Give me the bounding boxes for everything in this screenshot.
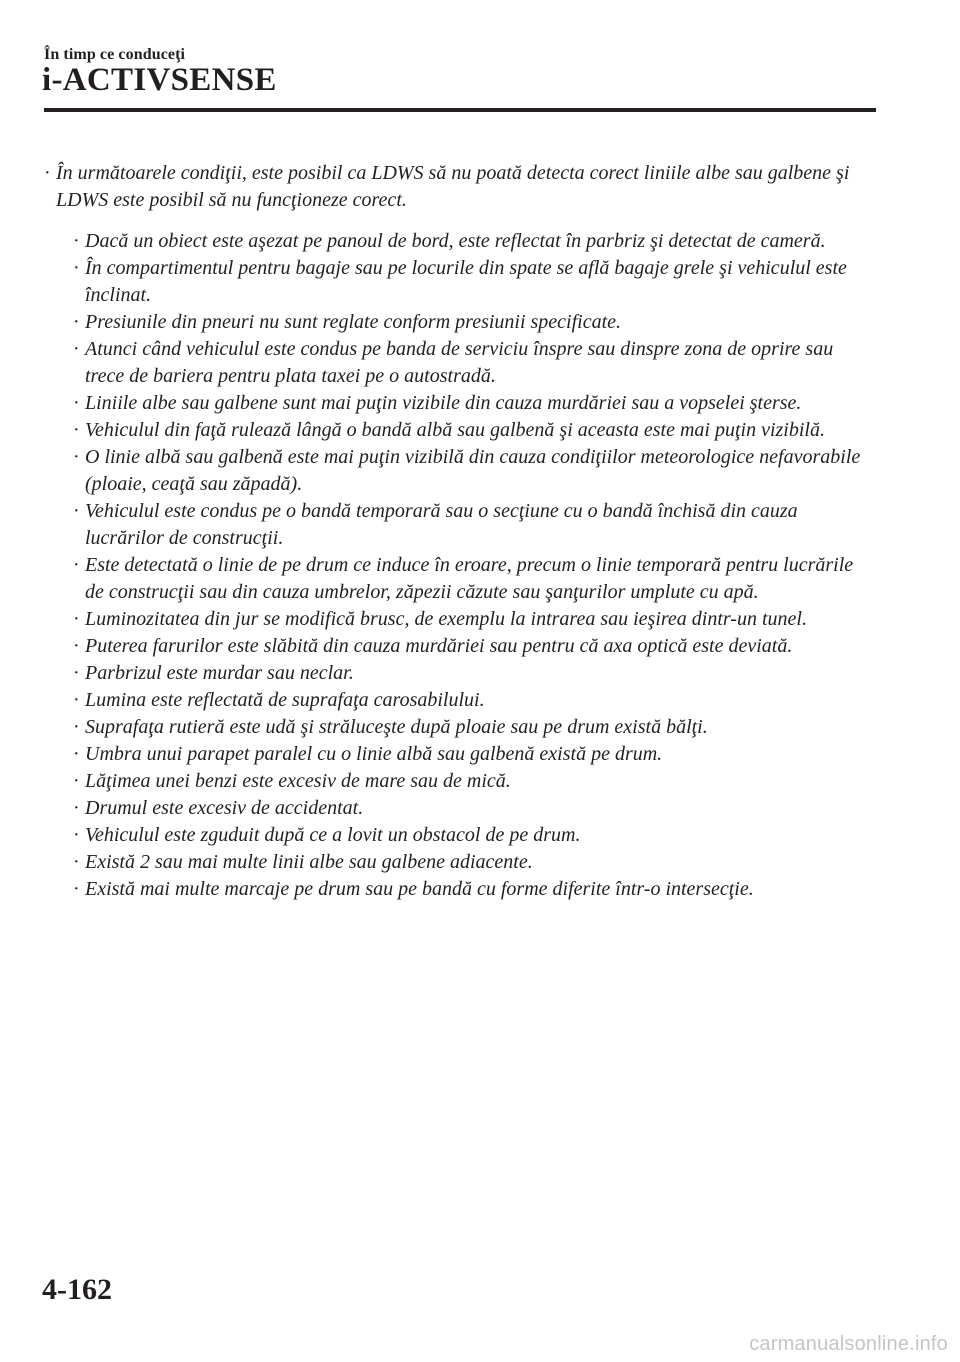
header-divider <box>44 108 876 112</box>
bullet-icon: · <box>73 878 80 900</box>
condition-item <box>73 822 863 849</box>
section-label: În timp ce conduceţi <box>44 46 186 63</box>
condition-text: Există mai multe marcaje pe drum sau pe bandă cu forme diferite într-o intersecţie. <box>85 878 754 900</box>
bullet-icon: · <box>44 162 51 184</box>
main-content <box>44 160 874 903</box>
bullet-icon: · <box>73 500 80 522</box>
condition-item <box>73 444 863 498</box>
conditions-list <box>73 228 863 903</box>
intro-paragraph <box>44 160 874 214</box>
condition-text: Liniile albe sau galbene sunt mai puţin vizibile din cauza murdăriei sau a vopselei şterse. <box>85 392 802 414</box>
condition-text: Atunci când vehiculul este condus pe banda de serviciu înspre sau dinspre zona de oprire sau trece de bariera pentru plata taxei pe o autostradă. <box>85 338 834 387</box>
condition-item <box>73 741 863 768</box>
condition-text: Vehiculul este zguduit după ce a lovit un obstacol de pe drum. <box>85 824 581 846</box>
page-title: i-ACTIVSENSE <box>42 62 277 98</box>
condition-item <box>73 876 863 903</box>
bullet-icon: · <box>73 419 80 441</box>
condition-text: Vehiculul din faţă rulează lângă o bandă albă sau galbenă şi aceasta este mai puţin vizibilă. <box>85 419 825 441</box>
condition-text: Lăţimea unei benzi este excesiv de mare sau de mică. <box>85 770 511 792</box>
condition-text: Dacă un obiect este aşezat pe panoul de bord, este reflectat în parbriz şi detectat de cameră. <box>85 230 826 252</box>
condition-item <box>73 255 863 309</box>
condition-item <box>73 633 863 660</box>
condition-item <box>73 849 863 876</box>
condition-text: În compartimentul pentru bagaje sau pe locurile din spate se află bagaje grele şi vehiculul este înclinat. <box>85 257 847 306</box>
condition-text: Luminozitatea din jur se modifică brusc, de exemplu la intrarea sau ieşirea dintr-un tunel. <box>85 608 807 630</box>
bullet-icon: · <box>73 311 80 333</box>
bullet-icon: · <box>73 851 80 873</box>
bullet-icon: · <box>73 446 80 468</box>
bullet-icon: · <box>73 662 80 684</box>
condition-item <box>73 498 863 552</box>
bullet-icon: · <box>73 716 80 738</box>
condition-item <box>73 687 863 714</box>
bullet-icon: · <box>73 743 80 765</box>
condition-text: Lumina este reflectată de suprafaţa carosabilului. <box>85 689 485 711</box>
bullet-icon: · <box>73 797 80 819</box>
bullet-icon: · <box>73 554 80 576</box>
bullet-icon: · <box>73 635 80 657</box>
condition-item <box>73 417 863 444</box>
condition-item <box>73 228 863 255</box>
intro-text: În următoarele condiţii, este posibil ca LDWS să nu poată detecta corect liniile albe sau galbene şi LDWS este posibil să nu funcţioneze corect. <box>56 162 850 211</box>
condition-item <box>73 309 863 336</box>
bullet-icon: · <box>73 608 80 630</box>
condition-item <box>73 552 863 606</box>
condition-item <box>73 768 863 795</box>
bullet-icon: · <box>73 230 80 252</box>
bullet-icon: · <box>73 689 80 711</box>
condition-text: Umbra unui parapet paralel cu o linie albă sau galbenă există pe drum. <box>85 743 663 765</box>
condition-text: Presiunile din pneuri nu sunt reglate conform presiunii specificate. <box>85 311 622 333</box>
condition-item <box>73 606 863 633</box>
bullet-icon: · <box>73 824 80 846</box>
bullet-icon: · <box>73 770 80 792</box>
page-number: 4-162 <box>42 1273 112 1306</box>
condition-item <box>73 390 863 417</box>
bullet-icon: · <box>73 257 80 279</box>
condition-text: Vehiculul este condus pe o bandă temporară sau o secţiune cu o bandă închisă din cauza lucrărilor de construcţii. <box>85 500 798 549</box>
condition-item <box>73 336 863 390</box>
condition-item <box>73 660 863 687</box>
condition-text: Suprafaţa rutieră este udă şi străluceşte după ploaie sau pe drum există bălţi. <box>85 716 708 738</box>
bullet-icon: · <box>73 392 80 414</box>
condition-item <box>73 714 863 741</box>
bullet-icon: · <box>73 338 80 360</box>
condition-text: Drumul este excesiv de accidentat. <box>85 797 364 819</box>
condition-text: Există 2 sau mai multe linii albe sau galbene adiacente. <box>85 851 533 873</box>
condition-item <box>73 795 863 822</box>
condition-text: O linie albă sau galbenă este mai puţin vizibilă din cauza condiţiilor meteorologice nefavorabile (ploaie, ceaţă sau zăpadă). <box>85 446 861 495</box>
watermark: carmanualsonline.info <box>749 1333 948 1355</box>
condition-text: Este detectată o linie de pe drum ce induce în eroare, precum o linie temporară pentru lucrările de construcţii sau din cauza umbrelor, zăpezii căzute sau şanţurilor umplute cu apă. <box>85 554 854 603</box>
condition-text: Puterea farurilor este slăbită din cauza murdăriei sau pentru că axa optică este deviată. <box>85 635 793 657</box>
condition-text: Parbrizul este murdar sau neclar. <box>85 662 354 684</box>
